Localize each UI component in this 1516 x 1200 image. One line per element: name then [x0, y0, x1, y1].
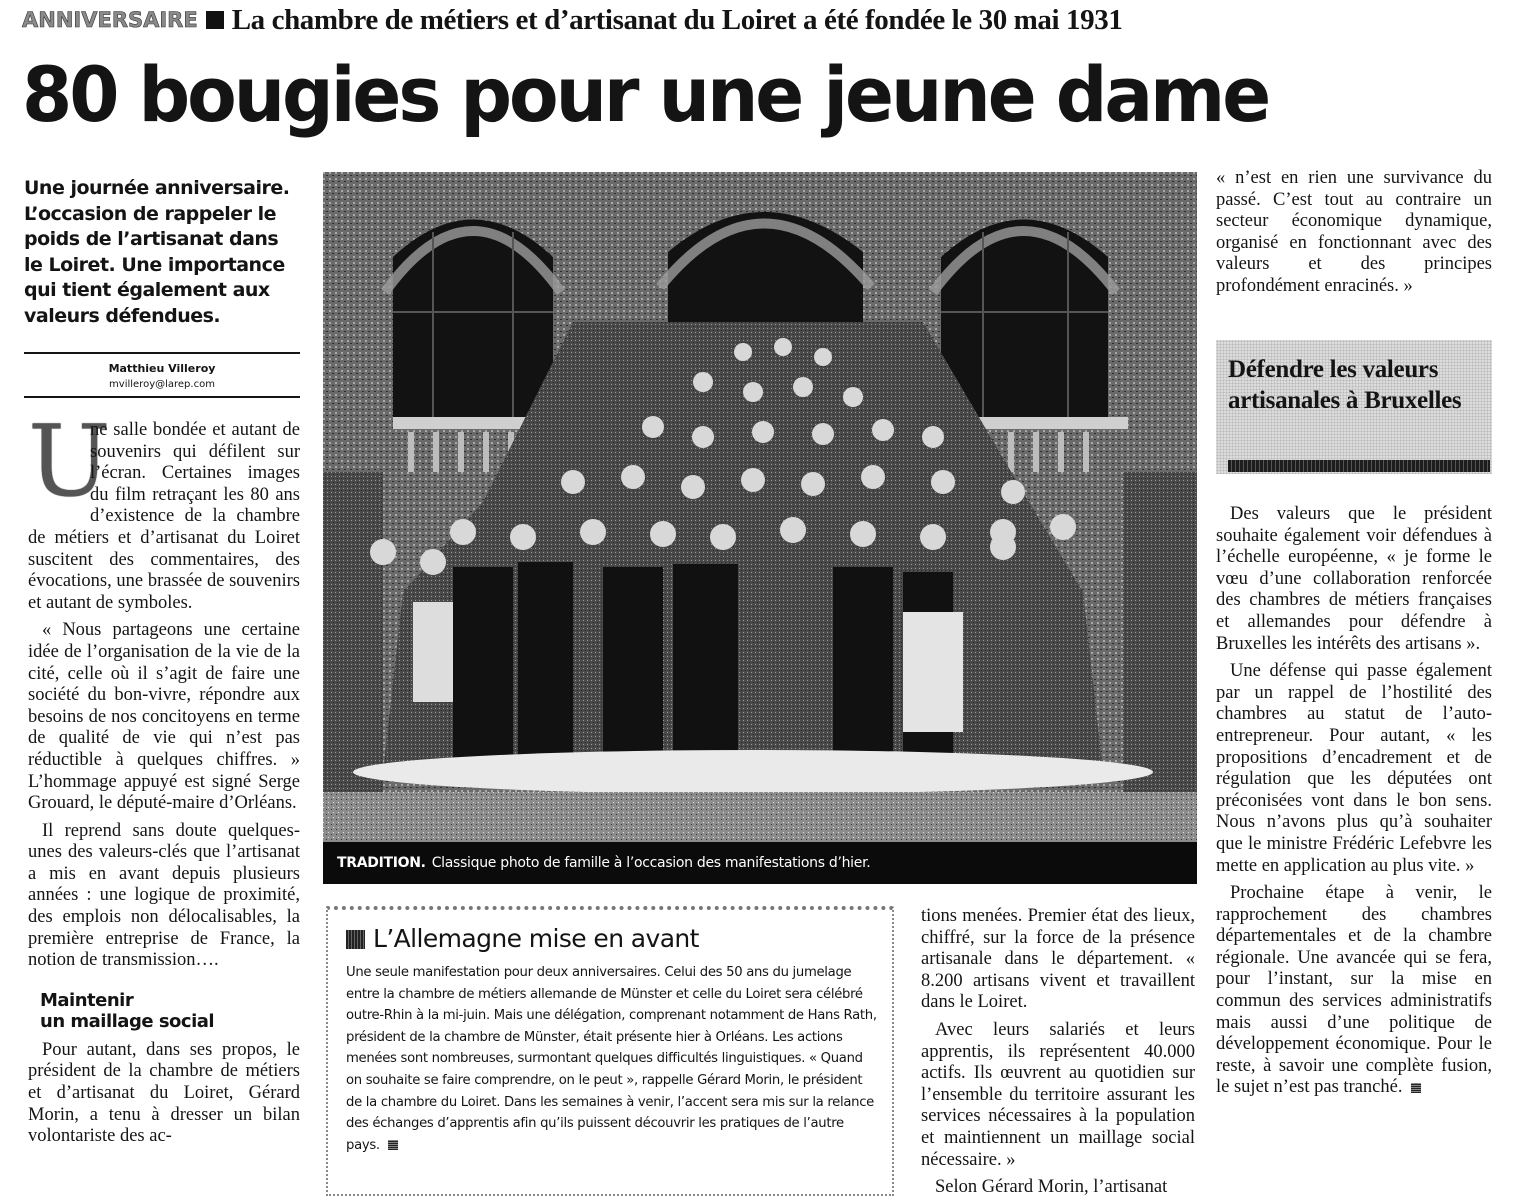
photo-caption: [323, 842, 1197, 884]
paragraph: [1216, 883, 1492, 1099]
end-mark-icon: [388, 1140, 398, 1150]
divider: [24, 352, 300, 354]
square-bullet-icon: [346, 930, 365, 949]
kicker-label: ANNIVERSAIRE: [22, 8, 198, 32]
paragraph: Il reprend sans doute quelques-unes des valeurs-clés que l’artisanat a mis en avant depuis plusieurs années : une logique de proximité, des emplois non délocalisables, la première entreprise de France, la notion de transmission….: [28, 820, 300, 971]
paragraph-text: ne salle bondée et autant de souvenirs qui défilent sur l’écran. Certaines images du film retraçant les 80 ans d’existence de la chambre de métiers et d’artisanat du Loiret suscitent des commentaires, des évocations, une brassée de souvenirs et autant de symboles.: [28, 420, 300, 613]
sidebar-box: [326, 906, 894, 1196]
article-column-4-top: [1216, 168, 1492, 298]
heading-underline-bar: [1228, 460, 1490, 472]
divider: [24, 396, 300, 398]
box-body-text: Une seule manifestation pour deux anniversaires. Celui des 50 ans du jumelage entre la chambre de métiers allemande de Münster et celle du Loiret sera célébré outre-Rhin à la mi-juin. Mais une délégation, comprenant notamment de Hans Rath, président de la chambre de Münster, était présente hier à Orléans. Les actions menées sont nombreuses, surmontant quelques difficultés linguistiques. « Quand on souhaite se faire comprendre, on le peut », rappelle Gérard Morin, le président de la chambre du Loiret. Dans les semaines à venir, l’accent sera mis sur la relance des échanges d’apprentis afin qu’ils puissent découvrir les pratiques de l’autre pays.: [346, 965, 877, 1153]
subheading-line: Maintenir: [40, 989, 134, 1011]
paragraph: « Nous partageons une certaine idée de l’organisation de la vie de la cité, celle où il s’agit de faire une société du bon-vivre, répondre aux besoins de nos concitoyens en terme de qualité de vie qui n’est pas réductible à quelques chiffres. » L’hommage appuyé est signé Serge Grouard, le député-maire d’Orléans.: [28, 620, 300, 814]
article-column-4-bottom: [1216, 504, 1492, 1099]
drop-cap: U: [28, 405, 111, 519]
article-column-1: [28, 405, 300, 1148]
chapeau: Une journée anniversaire. L’occasion de rappeler le poids de l’artisanat dans le Loiret. Une importance qui tient également aux valeurs défendues.: [24, 177, 290, 327]
kicker: [22, 4, 1122, 36]
square-bullet-icon: [206, 11, 224, 29]
paragraph: tions menées. Premier état des lieux, chiffré, sur la force de la présence artisanale dans le département. « 8.200 artisans vivent et travaillent dans le Loiret.: [921, 906, 1195, 1013]
photo-illustration: [323, 172, 1197, 884]
byline: [24, 352, 300, 398]
subheading-line: un maillage social: [40, 1010, 215, 1032]
kicker-text: La chambre de métiers et d’artisanat du Loiret a été fondée le 30 mai 1931: [231, 3, 1123, 36]
section-heading: Défendre les valeurs artisanales à Bruxelles: [1228, 356, 1462, 414]
paragraph: Une défense qui passe également par un rappel de l’hostilité des chambres au statut de l’auto-entrepreneur. Pour autant, « les propositions d’encadrement et de régulation que les députées ont préconisées vont dans le bon sens. Nous n’avons plus qu’à souhaiter que le ministre Frédéric Lefebvre les mette en application au plus vite. »: [1216, 661, 1492, 876]
article-column-3: [921, 906, 1195, 1199]
author-email[interactable]: mvilleroy@larep.com: [109, 379, 215, 390]
paragraph: Avec leurs salariés et leurs apprentis, ils représentent 40.000 actifs. Ils œuvrent au quotidien sur l’ensemble du territoire assurant les services nécessaires à la population et maintiennent un maillage social nécessaire. »: [921, 1019, 1195, 1170]
paragraph: Selon Gérard Morin, l’artisanat: [935, 1177, 1168, 1198]
paragraph-text: Prochaine étape à venir, le rapprochement des chambres départementales et de la chambre régionale. Une avancée qui se fera, pour l’instant, sur la mise en commun des services administratifs mais aussi d’une politique de développement économique. Pour le reste, à savoir une complète fusion, le sujet n’est pas tranché.: [1216, 883, 1492, 1098]
headline: 80 bougies pour une jeune dame: [22, 50, 1269, 139]
end-mark-icon: [1411, 1083, 1421, 1093]
paragraph: « n’est en rien une survivance du passé. C’est tout au contraire un secteur économique dynamique, organisé en fonctionnant avec des valeurs et des principes profondément enracinés. »: [1216, 168, 1492, 296]
box-body: [346, 962, 878, 1156]
section-heading-box: [1216, 340, 1492, 474]
box-title: [346, 924, 878, 954]
group-photo: [323, 172, 1197, 884]
caption-label: TRADITION.: [337, 855, 426, 871]
caption-text: Classique photo de famille à l’occasion des manifestations d’hier.: [431, 855, 871, 871]
box-title-text: L’Allemagne mise en avant: [373, 924, 699, 953]
paragraph: Pour autant, dans ses propos, le président de la chambre de métiers et d’artisanat du Loiret, Gérard Morin, a tenu à dresser un bilan volontariste des ac-: [28, 1039, 300, 1147]
subheading: [40, 990, 300, 1032]
author-name: Matthieu Villeroy: [108, 362, 216, 375]
paragraph: [28, 405, 300, 614]
paragraph: Des valeurs que le président souhaite également voir défendues à l’échelle européenne, « je forme le vœu d’une collaboration renforcée des chambres de métiers françaises et allemandes pour défendre à Bruxelles les intérêts des artisans ».: [1216, 504, 1492, 654]
